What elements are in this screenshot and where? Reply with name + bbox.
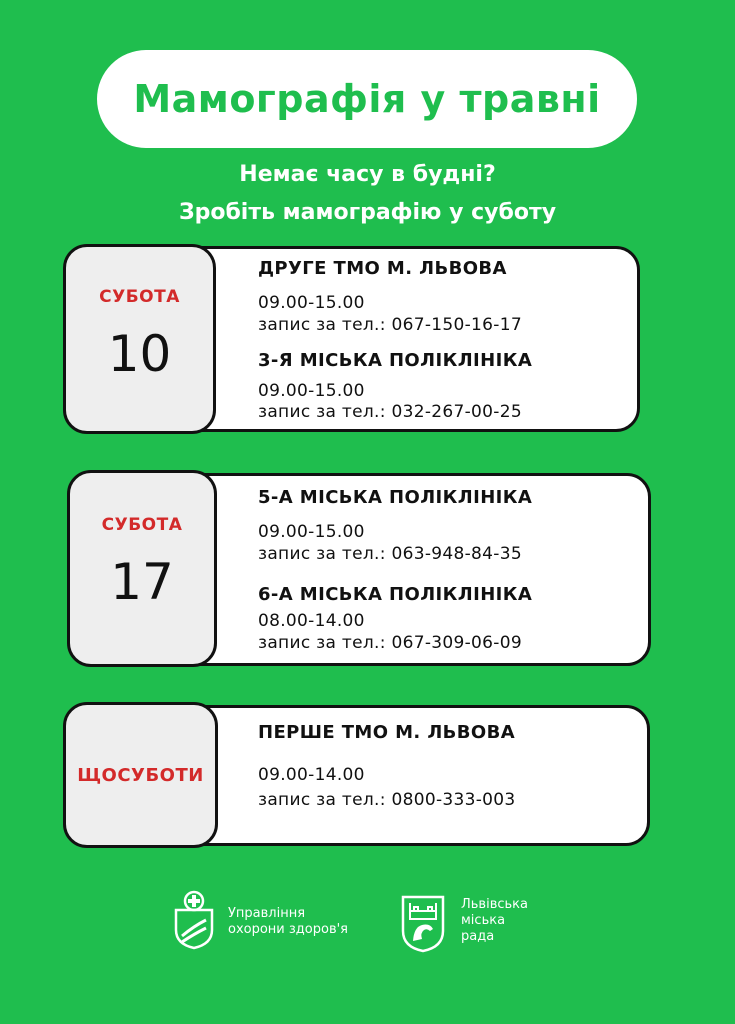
clinic-name: 6-А МІСЬКА ПОЛІКЛІНІКА bbox=[258, 584, 533, 605]
day-label: ЩОСУБОТИ bbox=[77, 764, 204, 786]
day-label: СУБОТА bbox=[99, 287, 180, 307]
clinic-name: 3-Я МІСЬКА ПОЛІКЛІНІКА bbox=[258, 350, 533, 371]
date-box-2 bbox=[67, 470, 217, 667]
lviv-coat-of-arms-icon bbox=[400, 893, 446, 953]
clinic-name: ПЕРШЕ ТМО М. ЛЬВОВА bbox=[258, 722, 516, 743]
clinic-phone: запис за тел.: 067-309-06-09 bbox=[258, 633, 522, 653]
subtitle-line-1: Немає часу в будні? bbox=[239, 162, 496, 187]
clinic-hours: 08.00-14.00 bbox=[258, 611, 365, 631]
clinic-phone: запис за тел.: 063-948-84-35 bbox=[258, 544, 522, 564]
date-box-1 bbox=[63, 244, 216, 434]
title-pill bbox=[97, 50, 637, 148]
clinic-hours: 09.00-15.00 bbox=[258, 522, 365, 542]
day-number: 17 bbox=[110, 553, 174, 611]
clinic-phone: запис за тел.: 067-150-16-17 bbox=[258, 315, 522, 335]
clinic-name: 5-А МІСЬКА ПОЛІКЛІНІКА bbox=[258, 487, 533, 508]
day-label: СУБОТА bbox=[101, 515, 183, 535]
day-number: 10 bbox=[107, 325, 172, 383]
clinic-phone: запис за тел.: 032-267-00-25 bbox=[258, 402, 522, 422]
clinic-phone: запис за тел.: 0800-333-003 bbox=[258, 790, 516, 810]
health-department-logo bbox=[172, 890, 216, 950]
page-title: Мамографія у травні bbox=[133, 77, 601, 121]
clinic-hours: 09.00-15.00 bbox=[258, 293, 365, 313]
clinic-hours: 09.00-15.00 bbox=[258, 381, 365, 401]
city-council-name: Львівська міська рада bbox=[461, 897, 528, 944]
date-box-3 bbox=[63, 702, 218, 848]
subtitle-line-2: Зробіть мамографію у суботу bbox=[178, 200, 557, 225]
clinic-name: ДРУГЕ ТМО М. ЛЬВОВА bbox=[258, 258, 507, 279]
health-department-name: Управління охорони здоров'я bbox=[228, 906, 349, 937]
clinic-hours: 09.00-14.00 bbox=[258, 765, 365, 785]
